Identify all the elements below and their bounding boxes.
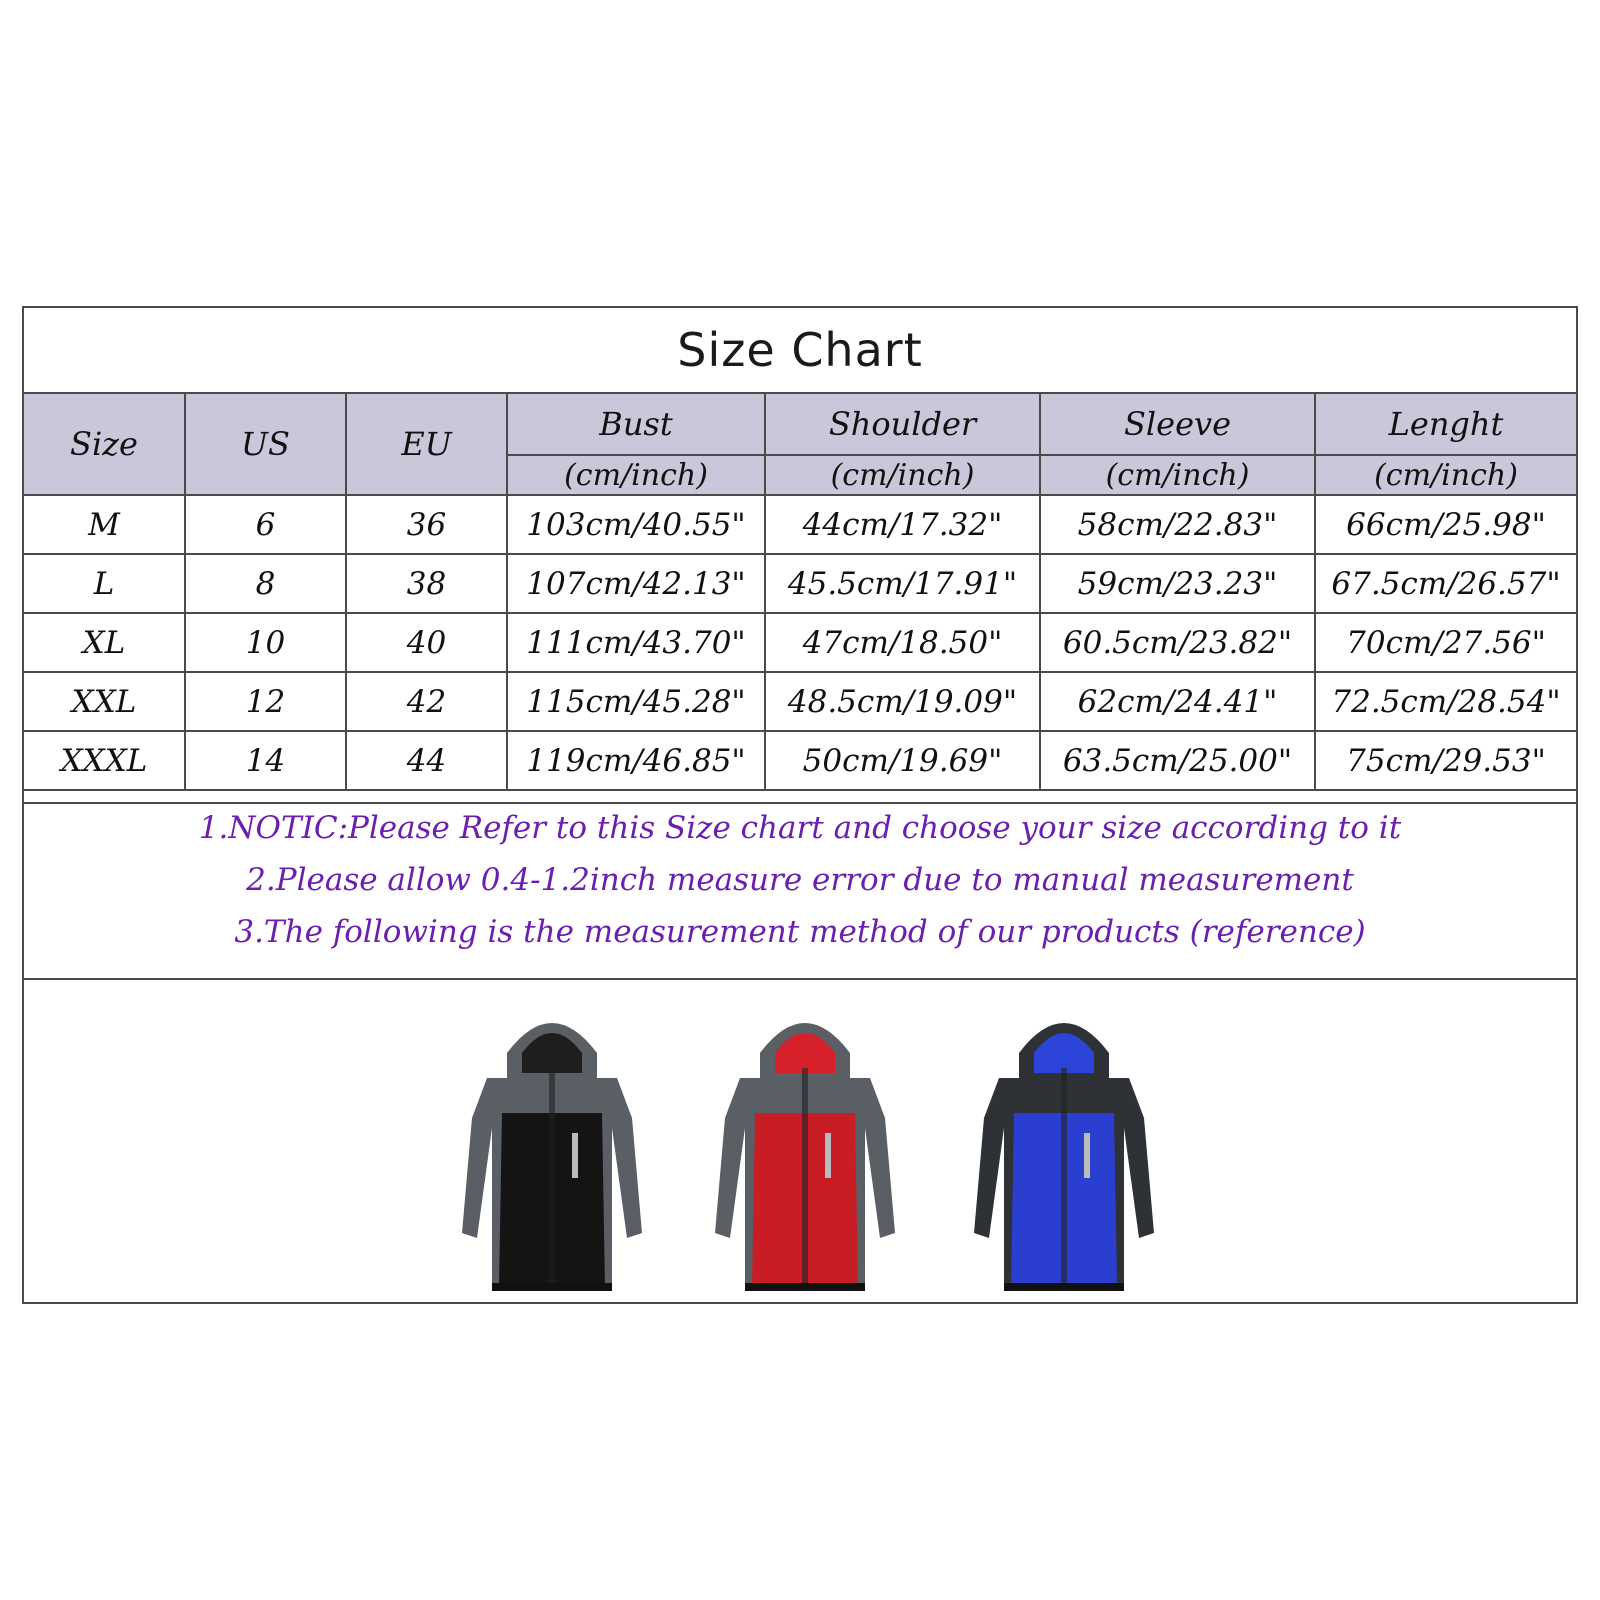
header-shoulder-unit: (cm/inch)	[765, 455, 1040, 495]
header-sleeve: Sleeve	[1040, 394, 1315, 455]
cell-eu: 42	[346, 672, 507, 731]
header-bust-unit: (cm/inch)	[507, 455, 765, 495]
cell-bust: 115cm/45.28"	[507, 672, 765, 731]
note-2: 2.Please allow 0.4-1.2inch measure error due to manual measurement	[246, 862, 1354, 898]
jacket-red-image	[700, 998, 910, 1298]
cell-size: L	[24, 554, 185, 613]
header-size: Size	[24, 394, 185, 495]
cell-sleeve: 62cm/24.41"	[1040, 672, 1315, 731]
header-us: US	[185, 394, 346, 495]
cell-shoulder: 44cm/17.32"	[765, 495, 1040, 554]
table-row	[24, 731, 1576, 790]
cell-sleeve: 59cm/23.23"	[1040, 554, 1315, 613]
cell-length: 72.5cm/28.54"	[1315, 672, 1576, 731]
cell-shoulder: 50cm/19.69"	[765, 731, 1040, 790]
header-bust: Bust	[507, 394, 765, 455]
table-row	[24, 495, 1576, 554]
note-3: 3.The following is the measurement method of our products (reference)	[234, 914, 1366, 950]
cell-eu: 36	[346, 495, 507, 554]
table-row	[24, 554, 1576, 613]
cell-us: 6	[185, 495, 346, 554]
cell-us: 14	[185, 731, 346, 790]
notes-section	[24, 802, 1576, 980]
cell-eu: 44	[346, 731, 507, 790]
cell-sleeve: 58cm/22.83"	[1040, 495, 1315, 554]
cell-length: 75cm/29.53"	[1315, 731, 1576, 790]
table-row	[24, 613, 1576, 672]
cell-sleeve: 60.5cm/23.82"	[1040, 613, 1315, 672]
cell-us: 12	[185, 672, 346, 731]
cell-shoulder: 48.5cm/19.09"	[765, 672, 1040, 731]
jacket-blue-image	[959, 998, 1169, 1298]
cell-size: XXXL	[24, 731, 185, 790]
cell-length: 66cm/25.98"	[1315, 495, 1576, 554]
header-sleeve-unit: (cm/inch)	[1040, 455, 1315, 495]
cell-eu: 38	[346, 554, 507, 613]
header-length-unit: (cm/inch)	[1315, 455, 1576, 495]
size-chart	[22, 306, 1578, 1304]
chart-title: Size Chart	[24, 308, 1576, 394]
cell-length: 70cm/27.56"	[1315, 613, 1576, 672]
cell-eu: 40	[346, 613, 507, 672]
cell-sleeve: 63.5cm/25.00"	[1040, 731, 1315, 790]
cell-length: 67.5cm/26.57"	[1315, 554, 1576, 613]
cell-size: M	[24, 495, 185, 554]
jacket-images	[24, 980, 1576, 1302]
header-shoulder: Shoulder	[765, 394, 1040, 455]
cell-bust: 119cm/46.85"	[507, 731, 765, 790]
table-row	[24, 672, 1576, 731]
cell-us: 8	[185, 554, 346, 613]
cell-bust: 103cm/40.55"	[507, 495, 765, 554]
cell-bust: 111cm/43.70"	[507, 613, 765, 672]
cell-us: 10	[185, 613, 346, 672]
size-table	[24, 394, 1576, 791]
jacket-black-image	[447, 998, 657, 1298]
note-1: 1.NOTIC:Please Refer to this Size chart and choose your size according to it	[198, 810, 1402, 846]
cell-size: XXL	[24, 672, 185, 731]
cell-shoulder: 47cm/18.50"	[765, 613, 1040, 672]
header-length: Lenght	[1315, 394, 1576, 455]
cell-bust: 107cm/42.13"	[507, 554, 765, 613]
cell-shoulder: 45.5cm/17.91"	[765, 554, 1040, 613]
cell-size: XL	[24, 613, 185, 672]
header-eu: EU	[346, 394, 507, 495]
